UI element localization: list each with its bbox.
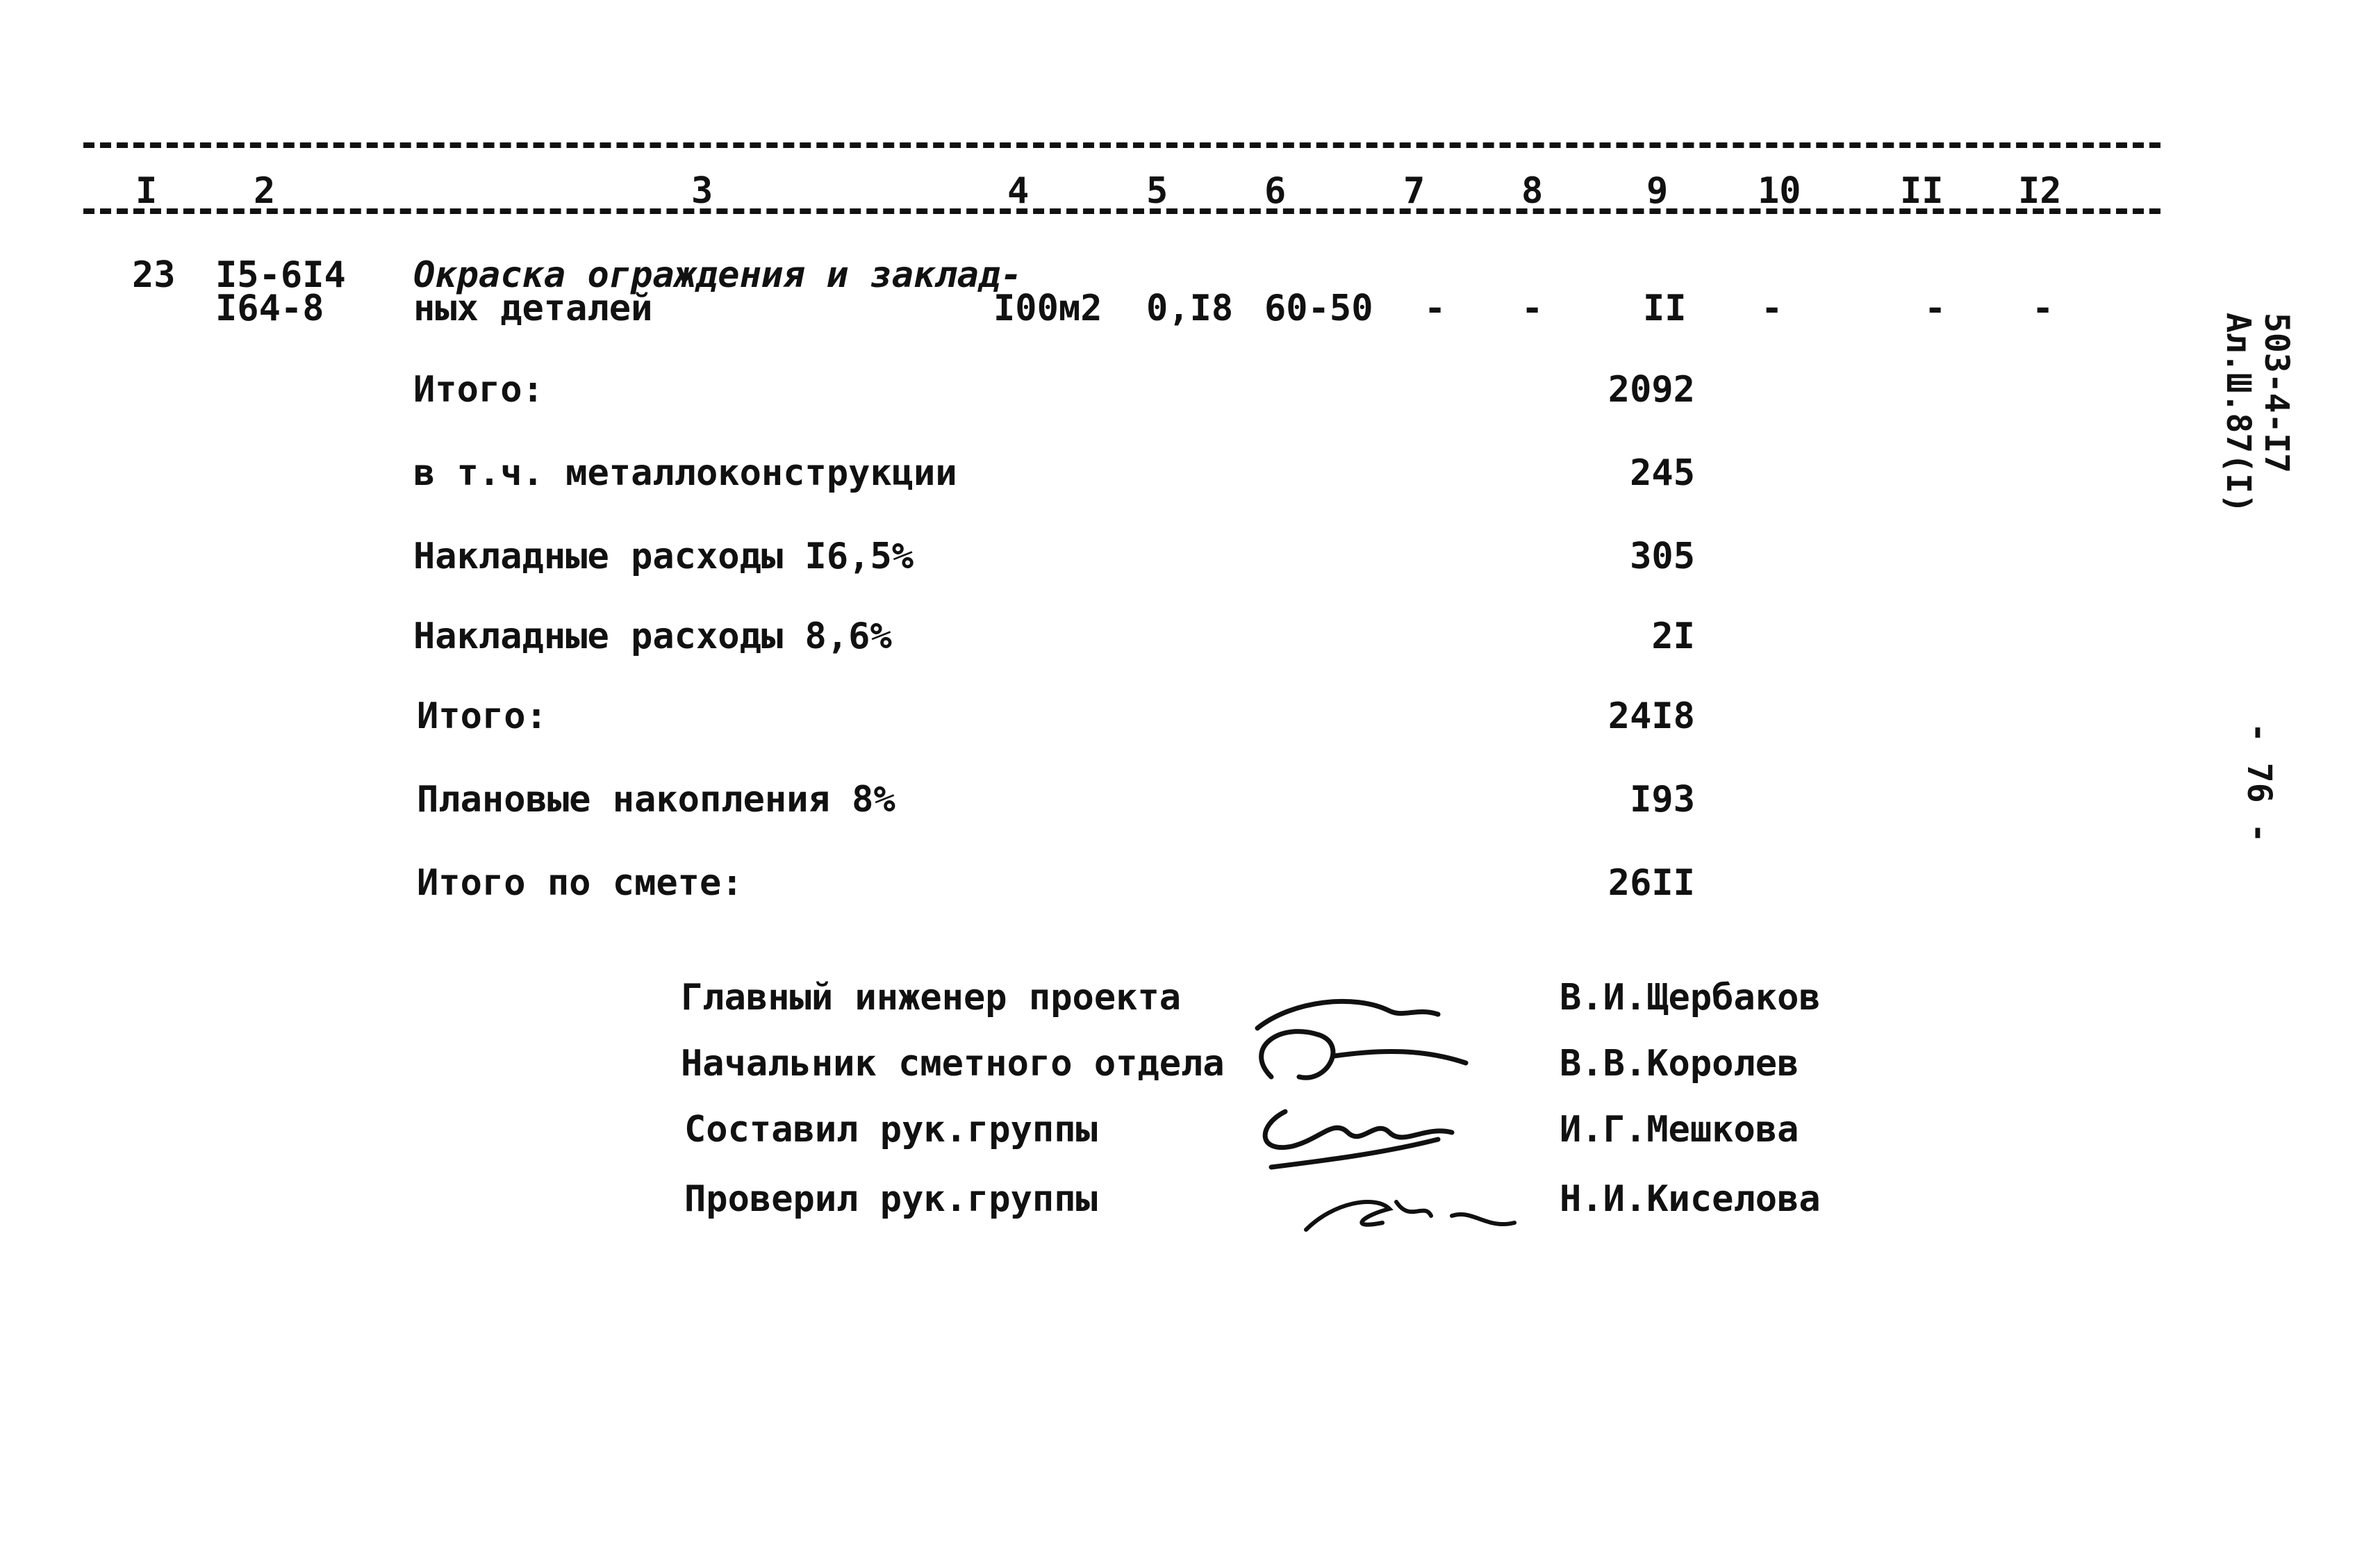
header-top-rule bbox=[83, 142, 2160, 148]
col-header-6: 6 bbox=[1264, 170, 1287, 212]
metal-value: 245 bbox=[1630, 452, 1695, 494]
side-page-number: - 76 - bbox=[2240, 723, 2279, 843]
signature-name-4: Н.И.Киселова bbox=[1560, 1178, 1821, 1220]
total-label: Итого: bbox=[413, 369, 544, 411]
col-header-1: I bbox=[135, 170, 158, 212]
side-doc-code-line1: 503-4-I7 bbox=[2257, 313, 2296, 474]
signature-role-1: Главный инженер проекта bbox=[681, 977, 1182, 1018]
row-name-line1: Окраска ограждения и заклад- bbox=[413, 254, 1023, 296]
side-doc-code-line2: Ал.Ш.87(I) bbox=[2219, 313, 2258, 513]
row-code-line2: I64-8 bbox=[215, 288, 324, 329]
total-value: 2092 bbox=[1608, 369, 1695, 411]
overhead-1-label: Накладные расходы I6,5% bbox=[413, 536, 914, 577]
overhead-2-label: Накладные расходы 8,6% bbox=[413, 616, 892, 657]
overhead-2-value: 2I bbox=[1651, 616, 1695, 657]
row-col8: - bbox=[1521, 288, 1544, 329]
row-col7: - bbox=[1424, 288, 1446, 329]
col-header-9: 9 bbox=[1646, 170, 1669, 212]
header-bottom-rule bbox=[83, 208, 2160, 214]
row-col11: - bbox=[1924, 288, 1947, 329]
signature-name-1: В.И.Щербаков bbox=[1560, 977, 1821, 1018]
handwritten-signature-3 bbox=[1292, 1174, 1528, 1244]
col-header-2: 2 bbox=[254, 170, 276, 212]
row-col9: II bbox=[1643, 288, 1687, 329]
subtotal-value: 24I8 bbox=[1608, 695, 1695, 737]
row-code-line1: I5-6I4 bbox=[215, 254, 346, 296]
col-header-11: II bbox=[1900, 170, 1944, 212]
overhead-1-value: 305 bbox=[1630, 536, 1695, 577]
row-number: 23 bbox=[132, 254, 176, 296]
estimate-total-label: Итого по смете: bbox=[417, 862, 743, 904]
row-unit: I00м2 bbox=[993, 288, 1102, 329]
signature-role-3: Составил рук.группы bbox=[684, 1109, 1098, 1150]
row-name-line2: ных деталей bbox=[413, 288, 653, 329]
col-header-12: I2 bbox=[2018, 170, 2062, 212]
col-header-5: 5 bbox=[1146, 170, 1168, 212]
col-header-7: 7 bbox=[1403, 170, 1425, 212]
row-col12: - bbox=[2032, 288, 2054, 329]
planned-savings-value: I93 bbox=[1630, 779, 1695, 820]
col-header-4: 4 bbox=[1007, 170, 1030, 212]
row-col10: - bbox=[1761, 288, 1783, 329]
signature-role-4: Проверил рук.группы bbox=[684, 1178, 1098, 1220]
signature-name-3: И.Г.Мешкова bbox=[1560, 1109, 1799, 1150]
col-header-3: 3 bbox=[691, 170, 713, 212]
subtotal-label: Итого: bbox=[417, 695, 547, 737]
col-header-8: 8 bbox=[1521, 170, 1544, 212]
row-price: 60-50 bbox=[1264, 288, 1373, 329]
col-header-10: 10 bbox=[1758, 170, 1801, 212]
signature-name-2: В.В.Королев bbox=[1560, 1043, 1799, 1084]
handwritten-signature-1 bbox=[1230, 973, 1480, 1105]
signature-role-2: Начальник сметного отдела bbox=[681, 1043, 1225, 1084]
estimate-total-value: 26II bbox=[1608, 862, 1695, 904]
handwritten-signature-2 bbox=[1243, 1098, 1466, 1174]
row-qty: 0,I8 bbox=[1146, 288, 1234, 329]
metal-label: в т.ч. металлоконструкции bbox=[413, 452, 957, 494]
planned-savings-label: Плановые накопления 8% bbox=[417, 779, 895, 820]
